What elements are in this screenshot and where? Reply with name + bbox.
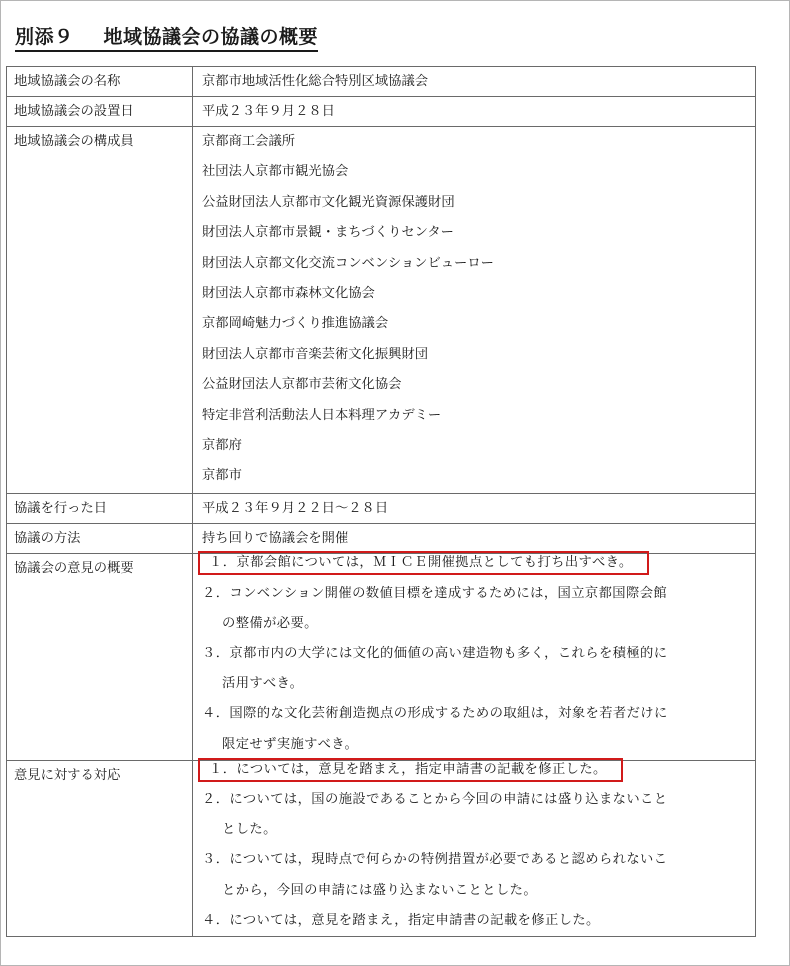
list-item: 京都市 — [202, 468, 242, 484]
highlight-box: １．京都会館については，ＭＩＣＥ開催拠点としても打ち出すべき。 — [198, 551, 649, 575]
table-row — [7, 554, 756, 760]
list-item: 京都商工会議所 — [202, 134, 296, 149]
highlight-box: １．については，意見を踏まえ，指定申請書の記載を修正した。 — [198, 758, 623, 782]
table-row — [7, 494, 756, 524]
list-item: ４．国際的な文化芸術創造拠点の形成するための取組は，対象を若者だけに 限定せず実施すべき。 — [202, 706, 668, 752]
heading-title: 地域協議会の協議の概要 — [103, 26, 319, 48]
responses-list — [193, 760, 756, 936]
row-label: 協議を行った日 — [7, 494, 193, 524]
list-item: 財団法人京都市景観・まちづくりセンター — [202, 225, 454, 241]
list-item — [202, 755, 755, 785]
row-label: 地域協議会の名称 — [7, 67, 193, 97]
list-item: 京都岡崎魅力づくり推進協議会 — [202, 316, 389, 332]
list-item: 社団法人京都市観光協会 — [202, 164, 349, 180]
list-item: ２．コンベンション開催の数値目標を達成するためには，国立京都国際会館 の整備が必要。 — [202, 585, 668, 631]
table-row — [7, 127, 756, 494]
row-label: 地域協議会の構成員 — [7, 127, 193, 494]
council-name-value: 京都市地域活性化総合特別区域協議会 — [193, 67, 756, 97]
members-list — [193, 127, 756, 494]
document-heading — [15, 22, 318, 52]
established-date-value: 平成２３年９月２８日 — [193, 97, 756, 127]
row-label: 協議会の意見の概要 — [7, 554, 193, 760]
list-item: ４．については，意見を踏まえ，指定申請書の記載を修正した。 — [202, 912, 600, 928]
list-item: 京都府 — [202, 437, 242, 453]
summary-table — [6, 66, 756, 937]
list-item: ３．京都市内の大学には文化的価値の高い建造物も多く，これらを積極的に 活用すべき。 — [202, 645, 668, 692]
list-item: 財団法人京都市音楽芸術文化振興財団 — [202, 346, 429, 362]
table-row — [7, 97, 756, 127]
list-item: 財団法人京都市森林文化協会 — [202, 285, 375, 301]
row-label: 協議の方法 — [7, 524, 193, 554]
list-item: 特定非営利活動法人日本料理アカデミー — [202, 407, 442, 423]
list-item — [202, 548, 755, 578]
row-label: 地域協議会の設置日 — [7, 97, 193, 127]
list-item: 公益財団法人京都市文化観光資源保護財団 — [202, 194, 455, 210]
list-item: ２．については，国の施設であることから今回の申請には盛り込まないこと とした。 — [202, 791, 668, 838]
meeting-date-value: 平成２３年９月２２日～２８日 — [193, 494, 756, 524]
row-label: 意見に対する対応 — [7, 760, 193, 936]
list-item: 財団法人京都文化交流コンベンションビューロー — [202, 255, 494, 271]
list-item: 公益財団法人京都市芸術文化協会 — [202, 377, 402, 393]
table-row — [7, 67, 756, 97]
method-value: 持ち回りで協議会を開催 — [193, 524, 756, 554]
heading-number: 別添９ — [15, 26, 74, 48]
list-item: ３．については，現時点で何らかの特例措置が必要であると認められないこ とから，今回の申請には盛り込まないこととした。 — [202, 852, 668, 898]
opinions-list — [193, 554, 756, 760]
table-row — [7, 760, 756, 936]
